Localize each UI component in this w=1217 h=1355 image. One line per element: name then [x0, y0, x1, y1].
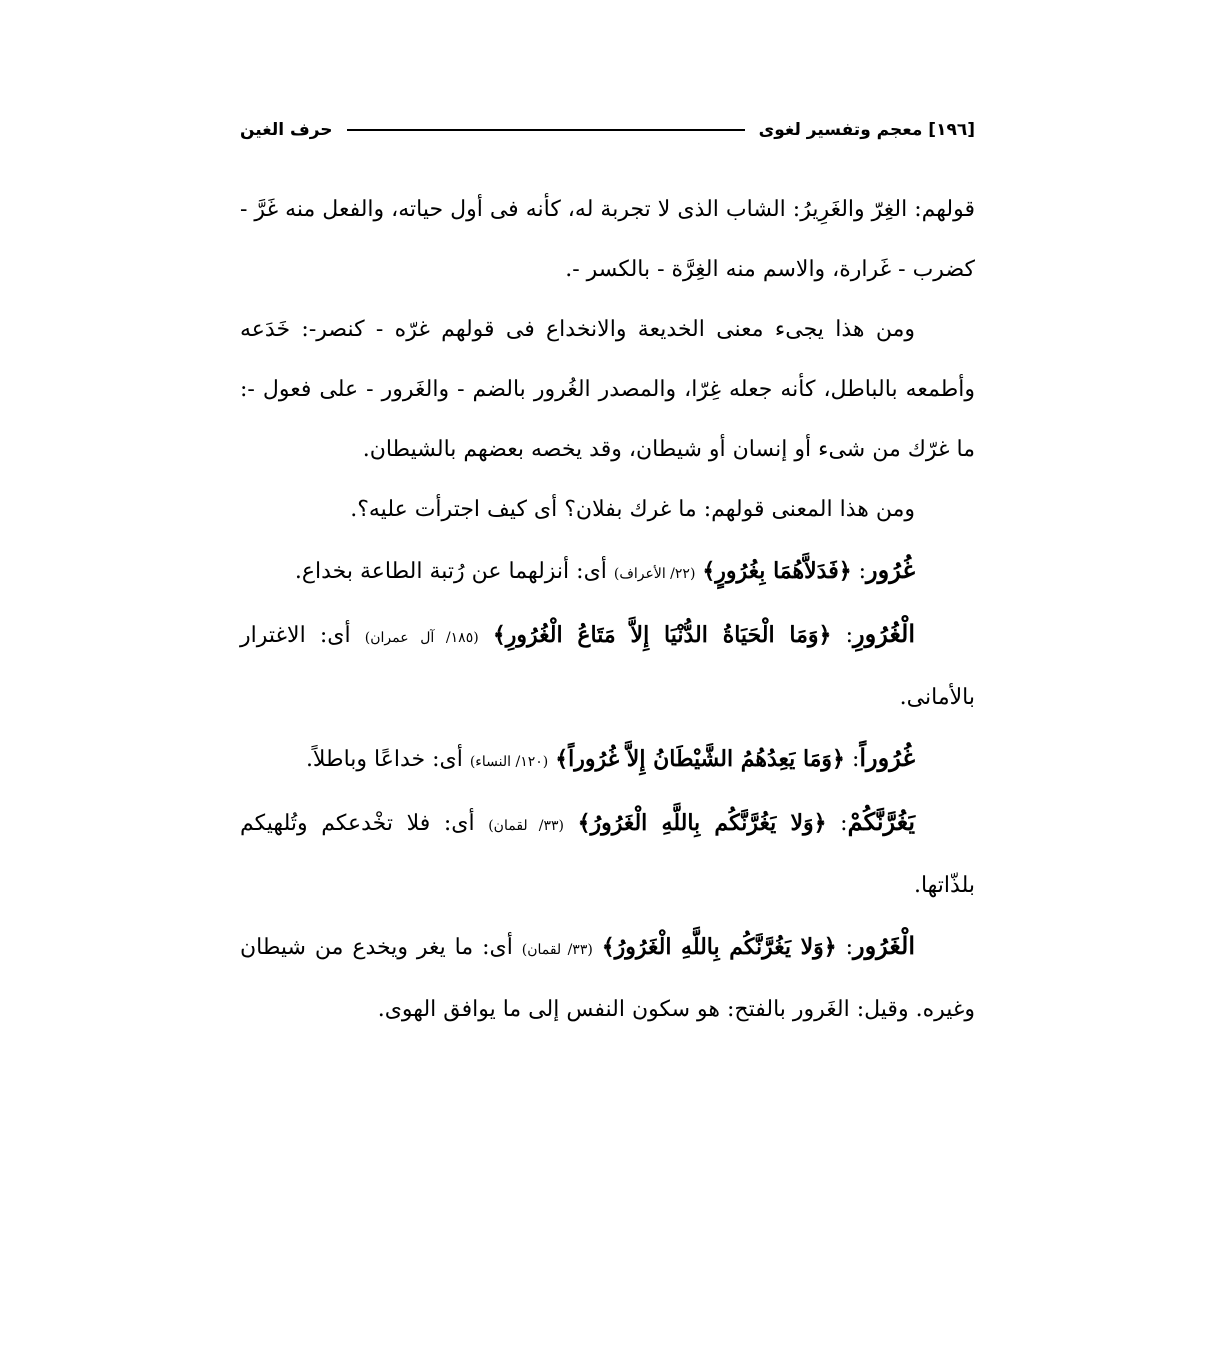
verse-reference: (٣٣/ لقمان): [488, 818, 564, 834]
entry-headword: يَغُرَّنَّكُمْ: [847, 807, 915, 836]
section-title: حرف الغين: [240, 120, 333, 140]
entry-headword: غُرُور: [866, 555, 915, 584]
verse-reference: (٢٢/ الأعراف): [613, 566, 696, 582]
verse-reference: (٣٣/ لقمان): [521, 942, 593, 958]
dictionary-entry: غُرُوراً: ﴿وَمَا يَعِدُهُمُ الشَّيْطَانُ إِلاَّ غُرُوراً﴾ (١٢٠/ النساء) أى: خداعًا وباطلاً.: [305, 743, 915, 772]
entry-definition: أى: أنزلهما عن رُتبة الطاعة بخداع.: [294, 559, 607, 584]
paragraph: قولهم: الغِرّ والغَرِيرُ: الشاب الذى لا تجربة له، كأنه فى أول حياته، والفعل منه غَرَّ - كضرب - غَرارة، والاسم منه الغِرَّة - بالكسر -.: [240, 197, 975, 282]
quran-verse: ﴿فَدَلاَّهُمَا بِغُرُورٍ﴾: [702, 558, 852, 584]
dictionary-entry: الْغَرُور: ﴿وَلا يَغُرَّنَّكُم بِاللَّهِ الْغَرُورُ﴾ (٣٣/ لقمان) أى: ما يغر ويخدع من شيطان وغيره. وقيل: الغَرور بالفتح: هو سكون النفس إلى ما يوافق الهوى.: [240, 931, 975, 1022]
quran-verse: ﴿وَلا يَغُرَّنَّكُم بِاللَّهِ الْغَرُورُ﴾: [601, 934, 837, 960]
page-title: [١٩٦] معجم وتفسير لغوى: [758, 120, 975, 140]
dictionary-entry: الْغُرُورِ: ﴿وَمَا الْحَيَاةُ الدُّنْيَا إِلاَّ مَتَاعُ الْغُرُورِ﴾ (١٨٥/ آل عمران) أى: الاغترار بالأمانى.: [240, 619, 975, 710]
quran-verse: ﴿وَلا يَغُرَّنَّكُم بِاللَّهِ الْغَرُورُ﴾: [577, 810, 827, 836]
page-body: [240, 180, 975, 1040]
paragraph: ومن هذا يجىء معنى الخديعة والانخداع فى قولهم غرّه - كنصر-: خَدَعه وأطمعه بالباطل، كأنه جعله غِرّا، والمصدر الغُرور بالضم - والغَرور - على فعول -: ما غرّك من شىء أو إنسان أو شيطان، وقد يخصه بعضهم بالشيطان.: [240, 317, 975, 462]
entry-definition: أى: فلا تخْدعكم وتُلهيكم بلذّاتها.: [240, 811, 975, 898]
dictionary-entry: غُرُور: ﴿فَدَلاَّهُمَا بِغُرُورٍ﴾ (٢٢/ الأعراف) أى: أنزلهما عن رُتبة الطاعة بخداع.: [294, 555, 915, 584]
quran-verse: ﴿وَمَا يَعِدُهُمُ الشَّيْطَانُ إِلاَّ غُرُوراً﴾: [555, 746, 845, 772]
dictionary-entry: يَغُرَّنَّكُمْ: ﴿وَلا يَغُرَّنَّكُم بِاللَّهِ الْغَرُورُ﴾ (٣٣/ لقمان) أى: فلا تخْدعكم وتُلهيكم بلذّاتها.: [240, 807, 975, 898]
entry-definition: أى: خداعًا وباطلاً.: [305, 747, 463, 772]
entry-headword: غُرُوراً: [859, 743, 915, 772]
paragraph: ومن هذا المعنى قولهم: ما غرك بفلان؟ أى كيف اجترأت عليه؟.: [350, 497, 915, 522]
page-header: [240, 112, 975, 148]
entry-headword: الْغُرُورِ: [853, 619, 916, 648]
verse-reference: (١٢٠/ النساء): [469, 754, 549, 770]
quran-verse: ﴿وَمَا الْحَيَاةُ الدُّنْيَا إِلاَّ مَتَاعُ الْغُرُورِ﴾: [492, 622, 832, 648]
entry-headword: الْغَرُور: [853, 931, 915, 960]
entry-definition: أى: الاغترار بالأمانى.: [240, 623, 975, 710]
verse-reference: (١٨٥/ آل عمران): [364, 630, 479, 646]
entry-definition: أى: ما يغر ويخدع من شيطان وغيره. وقيل: الغَرور بالفتح: هو سكون النفس إلى ما يوافق الهوى.: [240, 935, 975, 1022]
header-rule: [347, 129, 745, 131]
